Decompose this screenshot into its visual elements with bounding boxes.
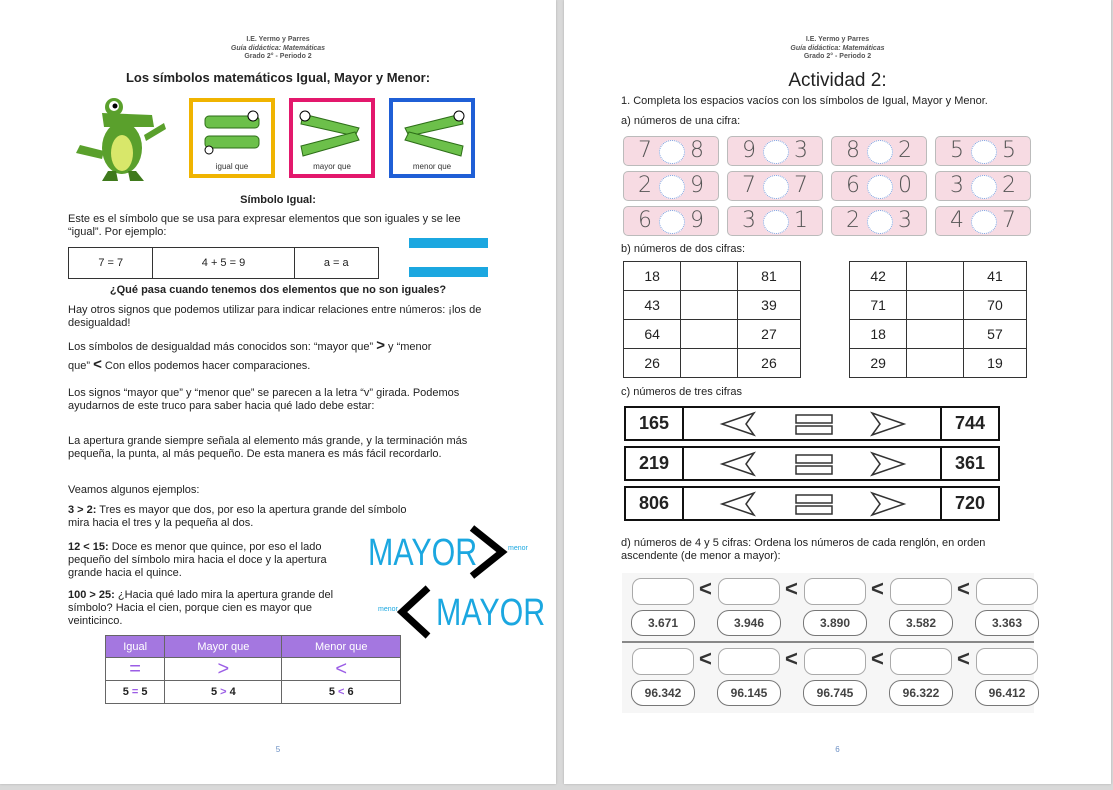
table-header: Mayor que	[165, 636, 282, 658]
igual-text: Este es el símbolo que se usa para expresar elementos que son iguales y se lee “igual”. Por ejemplo:	[68, 213, 461, 238]
divider	[622, 641, 1034, 643]
number-right: 720	[940, 488, 998, 519]
number-card: 3.671	[631, 610, 695, 636]
less-than-symbol: <	[957, 576, 970, 601]
table-cell: >	[165, 658, 282, 681]
number-card: 96.145	[717, 680, 781, 706]
page-number: 5	[275, 745, 281, 754]
less-than-symbol: <	[699, 576, 712, 601]
page-5	[0, 0, 556, 784]
greater-than-option-icon	[872, 453, 904, 475]
table-cell: 81	[737, 262, 800, 291]
less-than-symbol: <	[871, 576, 884, 601]
table-cell: 5 < 6	[282, 681, 401, 704]
answer-blank[interactable]	[763, 210, 789, 234]
table-cell: 39	[737, 291, 800, 320]
section-b-label: b) números de dos cifras:	[621, 243, 746, 255]
section-c-label: c) números de tres cifras	[621, 386, 743, 398]
answer-blank[interactable]	[971, 210, 997, 234]
two-digit-table	[849, 261, 1027, 378]
less-than-symbol: <	[785, 646, 798, 671]
digit-right: 7	[794, 173, 808, 198]
table-cell: =	[106, 658, 165, 681]
mayor-word: MAYOR	[368, 532, 478, 574]
digit-compare-box	[935, 171, 1031, 201]
answer-blank[interactable]	[976, 578, 1038, 605]
symbols-summary-table	[105, 635, 401, 704]
answer-blank[interactable]	[659, 140, 685, 164]
digit-left: 6	[846, 173, 860, 198]
crocodile-greater-icon	[293, 106, 371, 162]
table-cell: 42	[850, 262, 907, 291]
answer-blank[interactable]	[632, 648, 694, 675]
table-cell: a = a	[294, 248, 378, 279]
digit-left: 4	[950, 208, 964, 233]
digit-right: 7	[1002, 208, 1016, 233]
table-row	[850, 262, 1027, 291]
table-cell: 41	[963, 262, 1026, 291]
page-6	[564, 0, 1111, 784]
less-than-option-icon	[722, 413, 754, 435]
section-a-label: a) números de una cifra:	[621, 115, 741, 127]
igual-heading: Símbolo Igual:	[240, 194, 316, 206]
less-than-symbol: <	[957, 646, 970, 671]
digit-left: 3	[950, 173, 964, 198]
number-card: 3.363	[975, 610, 1039, 636]
answer-blank[interactable]	[659, 210, 685, 234]
question-heading: ¿Qué pasa cuando tenemos dos elementos que no son iguales?	[109, 284, 447, 296]
table-row	[624, 349, 801, 378]
table-cell: 4 + 5 = 9	[153, 248, 294, 279]
table-header: Igual	[106, 636, 165, 658]
table-cell: 5 > 4	[165, 681, 282, 704]
greater-than-graphic	[468, 524, 508, 580]
number-left: 165	[626, 408, 684, 439]
menor-que-card: menor que	[389, 98, 475, 178]
three-digit-row	[624, 486, 1000, 521]
answer-blank[interactable]	[971, 175, 997, 199]
number-card: 3.946	[717, 610, 781, 636]
table-row	[850, 291, 1027, 320]
number-card: 3.582	[889, 610, 953, 636]
digit-left: 5	[950, 138, 964, 163]
equal-option-icon	[796, 495, 832, 503]
digit-left: 9	[742, 138, 756, 163]
digit-left: 7	[742, 173, 756, 198]
symbol-choices[interactable]	[716, 489, 916, 519]
example-3: 100 > 25: ¿Hacia qué lado mira la apertura grande del símbolo? Hacia el cien, porque cien es mayor que veinticinco.	[68, 589, 334, 627]
two-digit-table	[623, 261, 801, 378]
number-card: 96.322	[889, 680, 953, 706]
table-cell: 18	[850, 320, 907, 349]
table-cell: 26	[737, 349, 800, 378]
paragraph: que” < Con ellos podemos hacer comparaciones.	[68, 356, 311, 373]
digit-compare-box	[831, 171, 927, 201]
digit-right: 3	[898, 208, 912, 233]
digit-right: 0	[898, 173, 912, 198]
example-1: 3 > 2: Tres es mayor que dos, por eso la apertura grande del símbolo mira hacia el tres y la pequeña al dos.	[68, 504, 407, 529]
table-row	[850, 320, 1027, 349]
digit-compare-box	[623, 136, 719, 166]
digit-left: 3	[742, 208, 756, 233]
equals-bar-top	[409, 238, 488, 248]
answer-blank[interactable]	[718, 578, 780, 605]
answer-blank[interactable]	[659, 175, 685, 199]
number-card: 3.890	[803, 610, 867, 636]
section-d-label: d) números de 4 y 5 cifras: Ordena los números de cada renglón, en orden ascendente (de menor a mayor):	[621, 537, 986, 562]
digit-left: 2	[846, 208, 860, 233]
answer-blank[interactable]	[763, 175, 789, 199]
greater-than-option-icon	[872, 493, 904, 515]
page-header: I.E. Yermo y Parres Guía didáctica: Matemáticas Grado 2° - Periodo 2	[790, 36, 885, 60]
instruction: 1. Completa los espacios vacíos con los símbolos de Igual, Mayor y Menor.	[621, 95, 988, 107]
number-card: 96.412	[975, 680, 1039, 706]
digit-left: 6	[638, 208, 652, 233]
table-cell: 7 = 7	[69, 248, 153, 279]
number-card: 96.745	[803, 680, 867, 706]
symbol-choices[interactable]	[716, 449, 916, 479]
digit-right: 3	[794, 138, 808, 163]
answer-blank[interactable]	[971, 140, 997, 164]
crocodile-illustration	[72, 93, 168, 183]
equals-bar-bottom	[409, 267, 488, 277]
equal-option-icon	[796, 455, 832, 463]
answer-blank[interactable]	[718, 648, 780, 675]
symbol-choices[interactable]	[716, 409, 916, 439]
answer-blank[interactable]	[681, 320, 738, 349]
paragraph: La apertura grande siempre señala al elemento más grande, y la terminación más pequeña, la punta, al más pequeño. De esta manera es más fácil recordarlo.	[68, 435, 468, 460]
table-cell: 70	[963, 291, 1026, 320]
digit-right: 5	[1002, 138, 1016, 163]
equal-option-icon	[796, 506, 832, 514]
equal-option-icon	[796, 466, 832, 474]
less-than-graphic	[396, 584, 432, 640]
digit-compare-box	[727, 171, 823, 201]
number-left: 806	[626, 488, 684, 519]
answer-blank[interactable]	[681, 349, 738, 378]
table-row	[624, 262, 801, 291]
digit-left: 8	[846, 138, 860, 163]
answer-blank[interactable]	[867, 210, 893, 234]
answer-blank[interactable]	[867, 175, 893, 199]
table-cell: 71	[850, 291, 907, 320]
answer-blank[interactable]	[867, 140, 893, 164]
mayor-que-card: mayor que	[289, 98, 375, 178]
digit-right: 9	[690, 208, 704, 233]
digit-compare-box	[623, 206, 719, 236]
table-cell: 29	[850, 349, 907, 378]
digit-left: 7	[638, 138, 652, 163]
less-than-option-icon	[722, 453, 754, 475]
activity-title: Actividad 2:	[788, 70, 887, 91]
table-row	[850, 349, 1027, 378]
answer-blank[interactable]	[907, 291, 964, 320]
table-row	[624, 291, 801, 320]
digit-right: 9	[690, 173, 704, 198]
digit-compare-box	[935, 136, 1031, 166]
less-than-symbol: <	[871, 646, 884, 671]
answer-blank[interactable]	[890, 648, 952, 675]
answer-blank[interactable]	[632, 578, 694, 605]
less-than-symbol: <	[785, 576, 798, 601]
equal-option-icon	[796, 426, 832, 434]
crocodile-less-icon	[393, 106, 471, 162]
menor-word: menor	[378, 606, 398, 613]
answer-blank[interactable]	[681, 262, 738, 291]
three-digit-row	[624, 446, 1000, 481]
table-cell: 57	[963, 320, 1026, 349]
answer-blank[interactable]	[804, 578, 866, 605]
paragraph: Veamos algunos ejemplos:	[68, 484, 200, 496]
number-right: 744	[940, 408, 998, 439]
table-cell: 19	[963, 349, 1026, 378]
example-2: 12 < 15: Doce es menor que quince, por eso el lado pequeño del símbolo mira hacia el doce y la apertura grande hacia el quince.	[68, 541, 327, 579]
table-row	[624, 320, 801, 349]
digit-compare-box	[727, 206, 823, 236]
digit-compare-box	[935, 206, 1031, 236]
table-cell: 64	[624, 320, 681, 349]
answer-blank[interactable]	[907, 262, 964, 291]
table-cell: <	[282, 658, 401, 681]
answer-blank[interactable]	[804, 648, 866, 675]
paragraph: Hay otros signos que podemos utilizar para indicar relaciones entre números: ¡los de desigualdad!	[68, 304, 482, 329]
digit-compare-box	[831, 206, 927, 236]
number-right: 361	[940, 448, 998, 479]
number-card: 96.342	[631, 680, 695, 706]
menor-word: menor	[508, 545, 528, 552]
paragraph: Los símbolos de desigualdad más conocidos son: “mayor que” > y “menor	[68, 337, 432, 354]
answer-blank[interactable]	[976, 648, 1038, 675]
paragraph: Los signos “mayor que” y “menor que” se parecen a la letra “v” girada. Podemos ayudarnos de este truco para saber hacia qué lado debe estar:	[68, 387, 460, 412]
page-title: Los símbolos matemáticos Igual, Mayor y Menor:	[125, 70, 431, 85]
digit-compare-box	[727, 136, 823, 166]
digit-right: 1	[794, 208, 808, 233]
igual-examples-table	[68, 247, 379, 279]
crocodile-equal-icon	[193, 106, 271, 162]
answer-blank[interactable]	[763, 140, 789, 164]
less-than-option-icon	[722, 493, 754, 515]
table-cell: 18	[624, 262, 681, 291]
table-cell: 5 = 5	[106, 681, 165, 704]
digit-compare-box	[623, 171, 719, 201]
digit-right: 8	[690, 138, 704, 163]
table-header: Menor que	[282, 636, 401, 658]
greater-than-option-icon	[872, 413, 904, 435]
answer-blank[interactable]	[681, 291, 738, 320]
page-header: I.E. Yermo y Parres Guía didáctica: Matemáticas Grado 2° - Periodo 2	[230, 36, 326, 60]
answer-blank[interactable]	[907, 320, 964, 349]
igual-que-card: igual que	[189, 98, 275, 178]
table-cell: 26	[624, 349, 681, 378]
three-digit-row	[624, 406, 1000, 441]
answer-blank[interactable]	[890, 578, 952, 605]
digit-right: 2	[1002, 173, 1016, 198]
table-cell: 27	[737, 320, 800, 349]
page-number: 6	[835, 745, 840, 754]
equal-option-icon	[796, 415, 832, 423]
digit-left: 2	[638, 173, 652, 198]
digit-right: 2	[898, 138, 912, 163]
number-left: 219	[626, 448, 684, 479]
mayor-word: MAYOR	[436, 592, 546, 634]
digit-compare-box	[831, 136, 927, 166]
answer-blank[interactable]	[907, 349, 964, 378]
less-than-symbol: <	[699, 646, 712, 671]
table-cell: 43	[624, 291, 681, 320]
